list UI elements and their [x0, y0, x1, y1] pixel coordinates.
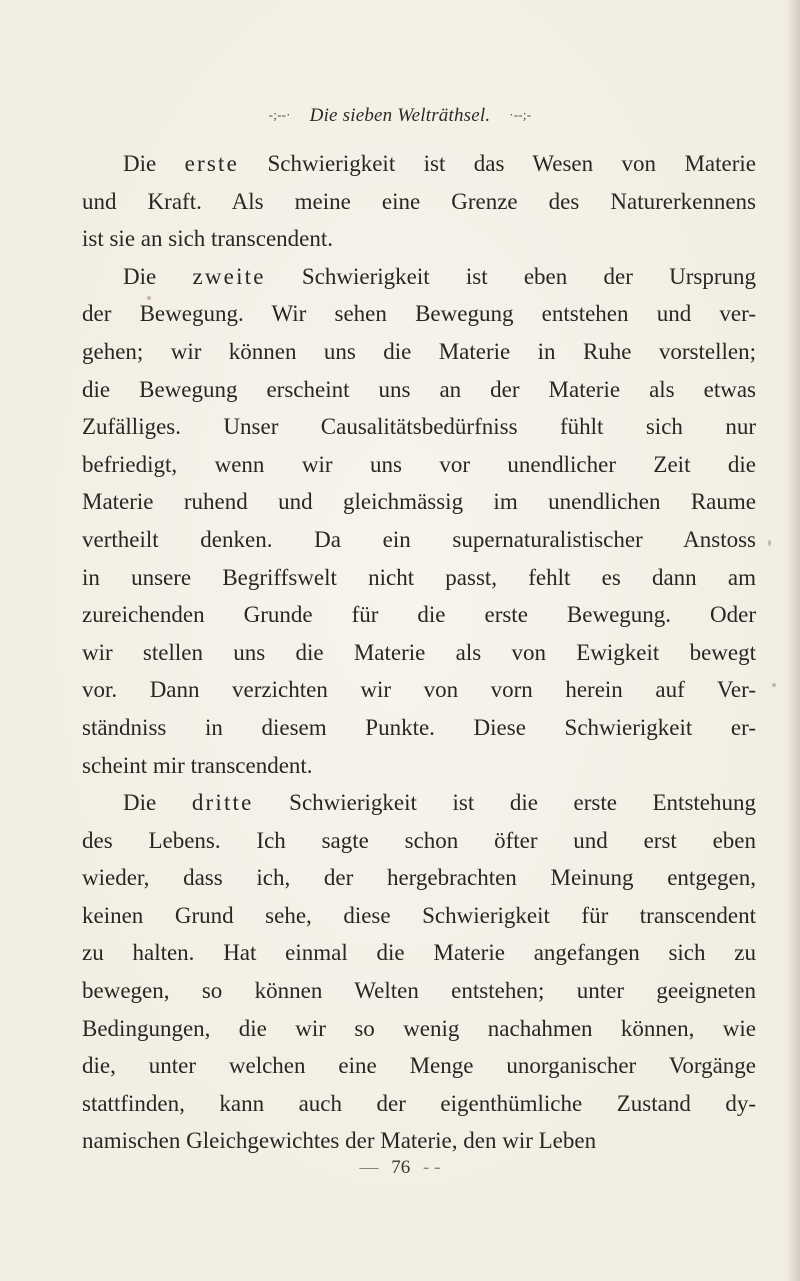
text-line: [82, 295, 756, 333]
text-line: [82, 897, 756, 935]
line-text: in unsere Begriffswelt nicht passt, fehlt es dann am: [82, 564, 756, 590]
line-text: ständniss in diesem Punkte. Diese Schwierigkeit er-: [82, 714, 756, 740]
line-lead: Die: [123, 151, 185, 176]
spaced-ordinal: erste: [184, 151, 240, 176]
paper-speck: [768, 540, 771, 546]
text-line: [82, 371, 756, 409]
paper-speck: [147, 296, 151, 300]
text-line: [82, 596, 756, 634]
body-text: [82, 145, 756, 1160]
text-line: [82, 408, 756, 446]
text-line: [82, 671, 756, 709]
text-line: [82, 446, 756, 484]
paper-speck: [772, 683, 776, 687]
line-rest: Schwierigkeit ist das Wesen von Materie: [239, 151, 756, 176]
line-text: vertheilt denken. Da ein supernaturalistischer Anstoss: [82, 526, 756, 552]
line-text: Bedingungen, die wir so wenig nachahmen können, wie: [82, 1015, 756, 1041]
line-text: befriedigt, wenn wir uns vor unendlicher Zeit die: [82, 451, 756, 477]
text-line: [82, 972, 756, 1010]
text-line: [82, 483, 756, 521]
text-line: [82, 934, 756, 972]
folio-number: 76: [391, 1157, 411, 1178]
line-text: wir stellen uns die Materie als von Ewigkeit bewegt: [82, 639, 756, 665]
running-head-title: Die sieben Welträthsel.: [309, 105, 491, 126]
text-line: [82, 220, 756, 258]
text-line: [82, 709, 756, 747]
line-rest: Schwierigkeit ist die erste Entstehung: [253, 790, 757, 816]
text-line: [82, 521, 756, 559]
line-text: namischen Gleichgewichtes der Materie, den wir Leben: [82, 1128, 597, 1154]
folio-dash-left: —: [359, 1157, 379, 1178]
line-text: die Bewegung erscheint uns an der Materie als etwas: [82, 376, 756, 402]
text-line: [82, 1010, 756, 1048]
line-text: wieder, dass ich, der hergebrachten Meinung entgegen,: [82, 865, 756, 891]
text-line: [82, 333, 756, 371]
text-line: [82, 859, 756, 897]
text-line: [82, 145, 756, 183]
text-line: [82, 258, 756, 296]
running-head: [0, 104, 800, 129]
line-text: ist sie an sich transcendent.: [82, 226, 334, 252]
left-ornament: -;--·: [268, 106, 291, 122]
page-edge-shadow: [786, 0, 800, 1281]
line-text: vor. Dann verzichten wir von vorn herein auf Ver-: [82, 677, 756, 703]
line-lead: Die: [123, 263, 193, 289]
text-line: [82, 559, 756, 597]
line-text: Materie ruhend und gleichmässig im unendlichen Raume: [82, 489, 756, 515]
line-text: gehen; wir können uns die Materie in Ruhe vorstellen;: [82, 338, 756, 364]
line-text: der Bewegung. Wir sehen Bewegung entstehen und ver-: [82, 301, 756, 327]
line-text: scheint mir transcendent.: [82, 752, 313, 778]
text-line: [82, 634, 756, 672]
text-line: [82, 1122, 756, 1160]
line-text: zu halten. Hat einmal die Materie angefangen sich zu: [82, 940, 756, 966]
line-text: keinen Grund sehe, diese Schwierigkeit für transcendent: [82, 902, 756, 928]
text-line: [82, 784, 756, 822]
text-line: [82, 183, 756, 221]
spaced-ordinal: dritte: [191, 790, 254, 816]
text-line: [82, 1047, 756, 1085]
right-ornament: ·--;-: [509, 106, 532, 122]
line-text: und Kraft. Als meine eine Grenze des Naturerkennens: [82, 188, 756, 214]
line-text: Zufälliges. Unser Causalitätsbedürfniss fühlt sich nur: [82, 414, 756, 440]
line-text: des Lebens. Ich sagte schon öfter und erst eben: [82, 827, 756, 853]
page-number: [0, 1157, 800, 1179]
line-rest: Schwierigkeit ist eben der Ursprung: [265, 263, 756, 289]
text-line: [82, 822, 756, 860]
line-lead: Die: [123, 790, 192, 816]
line-text: zureichenden Grunde für die erste Bewegung. Oder: [82, 602, 756, 628]
text-line: [82, 1085, 756, 1123]
line-text: bewegen, so können Welten entstehen; unter geeigneten: [82, 978, 756, 1004]
line-text: stattfinden, kann auch der eigenthümliche Zustand dy-: [82, 1090, 756, 1116]
line-text: die, unter welchen eine Menge unorganischer Vorgänge: [82, 1053, 756, 1079]
folio-dash-right: - -: [423, 1157, 441, 1178]
text-line: [82, 747, 756, 785]
spaced-ordinal: zweite: [192, 263, 266, 289]
